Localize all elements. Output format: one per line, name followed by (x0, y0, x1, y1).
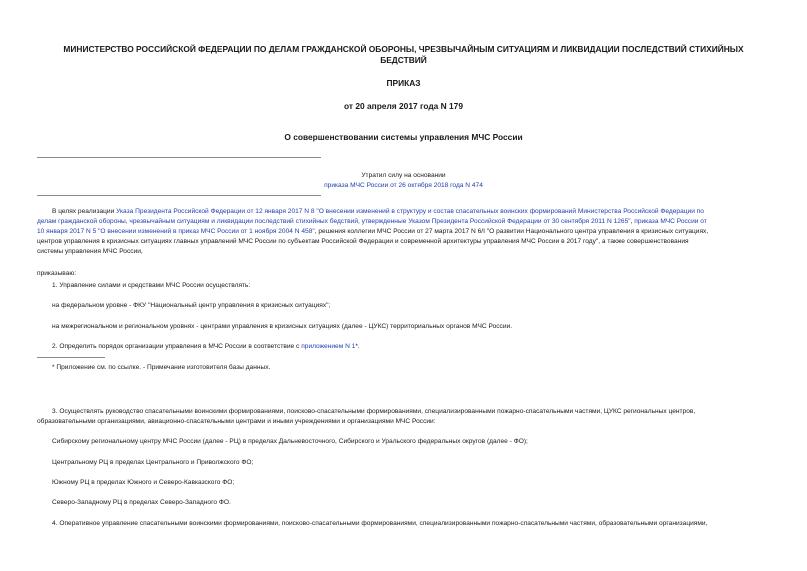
decree-link[interactable]: Указа Президента Российской Федерации от 12 января 2017 N 8 "О внесении изменений в структуру и состав спасательных воинских формирований Министерства Российской Федерации по (116, 208, 704, 215)
ministry-line-2: БЕДСТВИЙ (380, 54, 427, 65)
status-link-line (0, 181, 807, 191)
item-2: 2. Определить порядок организации управления в МЧС России в соответствие с приложением N 1*. (52, 343, 360, 350)
ministry-heading (40, 44, 767, 65)
regional-center-siberian: Сибирскому региональному центру МЧС России (далее - РЦ) в пределах Дальневосточного, Сибирского и Уральского федеральных округов (далее - ФО); (52, 438, 528, 445)
preamble-line-1: В целях реализации Указа Президента Российской Федерации от 12 января 2017 N 8 "О внесении изменений в структуру и состав спасательных воинских формирований Министерства Российской Федерации по (52, 208, 704, 215)
item-3-cont: образовательными организациями, авиационно-спасательными центрами и иными учреждениями и организациями МЧС России: (37, 418, 436, 425)
order-5-link[interactable]: приказа МЧС России от (634, 218, 707, 225)
doc-type: ПРИКАЗ (386, 78, 421, 88)
decree-link-cont[interactable]: делам гражданской обороны, чрезвычайным ситуациям и ликвидации последствий стихийных бедствий, утвержденные Указом Президента Российской Федерации от 30 сентября 2011 N 1265" (37, 218, 631, 225)
footnote-divider (37, 357, 105, 358)
divider-top (37, 157, 321, 158)
order-5-link-cont[interactable]: 10 января 2017 N 5 "О внесении изменений в приказ МЧС России от 1 ноября 2004 N 458" (37, 228, 315, 235)
item-1-regional: на межрегиональном и региональном уровнях - центрами управления в кризисных ситуациях (далее - ЦУКС) территориальных органов МЧС России. (52, 323, 513, 330)
divider-bottom (37, 195, 321, 196)
order-word: приказываю: (37, 270, 77, 277)
item-1: 1. Управление силами и средствами МЧС России осуществлять: (52, 282, 251, 289)
footnote: * Приложение см. по ссылке. - Примечание изготовителя базы данных. (52, 364, 271, 371)
preamble-line-2: делам гражданской обороны, чрезвычайным ситуациям и ликвидации последствий стихийных бедствий, утвержденные Указом Президента Российской Федерации от 30 сентября 2011 N 1265", приказа МЧС России от (37, 218, 707, 225)
item-1-federal: на федеральном уровне - ФКУ "Национальный центр управления в кризисных ситуациях"; (52, 302, 331, 309)
item-3: 3. Осуществлять руководство спасательными воинскими формированиями, поисково-спасательными формированиями, специализированными пожарно-спасательными частями, ЦУКС региональных центров, (52, 408, 696, 415)
regional-center-southern: Южному РЦ в пределах Южного и Северо-Кавказского ФО; (52, 479, 235, 486)
repeal-order-link[interactable]: приказа МЧС России от 26 октября 2018 года N 474 (324, 182, 483, 189)
preamble-line-5: системы управления МЧС России, (37, 248, 143, 255)
doc-date: от 20 апреля 2017 года N 179 (344, 101, 463, 111)
preamble-line-4: центров управления в кризисных ситуациях главных управлений МЧС России по субъектам Российской Федерации и современной архитектуры управления МЧС России в 2017 году", а также совершенствования (37, 238, 689, 245)
item-4: 4. Оперативное управление спасательными воинскими формированиями, поисково-спасательными формированиями, специализированными пожарно-спасательными частями, образовательными организациями, (52, 520, 708, 527)
preamble-line-3: 10 января 2017 N 5 "О внесении изменений в приказ МЧС России от 1 ноября 2004 N 458", решения коллегии МЧС России от 27 марта 2017 N 6/I "О развитии Национального центра управления в кризисных ситуациях, (37, 228, 709, 235)
doc-title: О совершенствовании системы управления МЧС России (284, 132, 523, 142)
regional-center-central: Центральному РЦ в пределах Центрального и Приволжского ФО; (52, 459, 254, 466)
ministry-line-1: МИНИСТЕРСТВО РОССИЙСКОЙ ФЕДЕРАЦИИ ПО ДЕЛАМ ГРАЖДАНСКОЙ ОБОРОНЫ, ЧРЕЗВЫЧАЙНЫМ СИТУАЦИЯМ И ЛИКВИДАЦИИ ПОСЛЕДСТВИЙ СТИХИЙНЫХ (63, 44, 744, 54)
status-note: Утратил силу на основании (361, 172, 446, 179)
regional-center-northwest: Северо-Западному РЦ в пределах Северо-Западного ФО. (52, 499, 231, 506)
appendix-1-link[interactable]: приложением N 1 (301, 343, 356, 350)
